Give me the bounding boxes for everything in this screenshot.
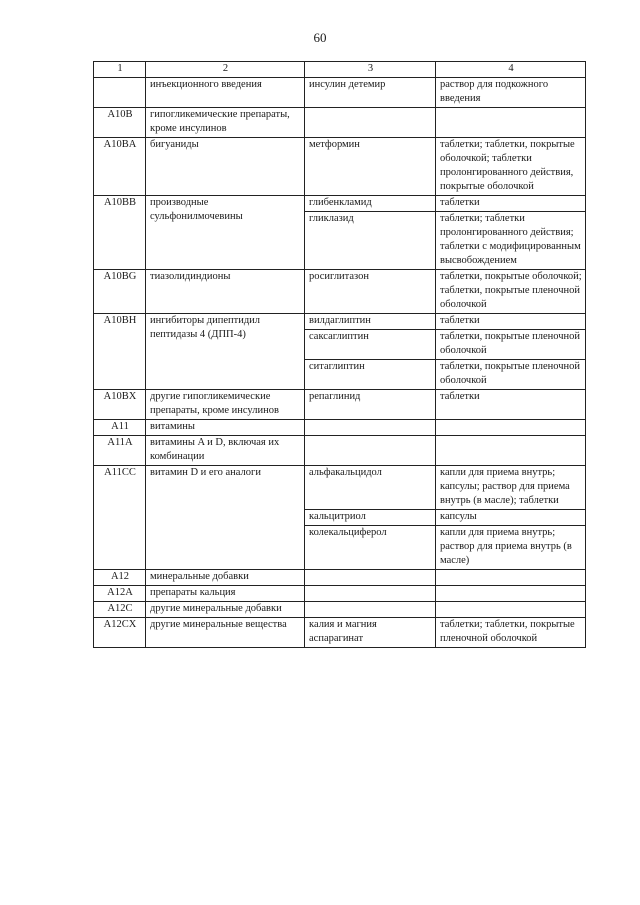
table-row	[94, 586, 586, 602]
dosage-form-cell	[436, 436, 586, 466]
dosage-form-cell: капли для приема внутрь; капсулы; раствор для приема внутрь (в масле); таблетки	[436, 466, 586, 510]
table-row	[94, 618, 586, 648]
dosage-form-cell: раствор для подкожного введения	[436, 78, 586, 108]
column-header-1: 1	[94, 62, 146, 78]
dosage-form-cell: таблетки; таблетки, покрытые пленочной оболочкой	[436, 618, 586, 648]
table-row	[94, 602, 586, 618]
drug-name-cell: гликлазид	[305, 212, 436, 270]
drug-name-cell	[305, 420, 436, 436]
page-number: 60	[313, 30, 327, 45]
column-header-4: 4	[436, 62, 586, 78]
drug-group-cell: другие минеральные вещества	[146, 618, 305, 648]
drug-name-cell: репаглинид	[305, 390, 436, 420]
atc-code-cell: A12	[94, 570, 146, 586]
table-row	[94, 270, 586, 314]
dosage-form-cell: таблетки; таблетки пролонгированного действия; таблетки с модифицированным высвобождением	[436, 212, 586, 270]
drug-group-cell: витамин D и его аналоги	[146, 466, 305, 570]
drug-name-cell: инсулин детемир	[305, 78, 436, 108]
drug-name-cell: росиглитазон	[305, 270, 436, 314]
atc-code-cell: A12CX	[94, 618, 146, 648]
table-row	[94, 196, 586, 212]
dosage-form-cell: таблетки	[436, 390, 586, 420]
drug-name-cell	[305, 436, 436, 466]
drug-group-cell: витамины	[146, 420, 305, 436]
dosage-form-cell: капли для приема внутрь; раствор для приема внутрь (в масле)	[436, 526, 586, 570]
drug-name-cell: калия и магния аспарагинат	[305, 618, 436, 648]
atc-code-cell	[94, 78, 146, 108]
dosage-form-cell: таблетки, покрытые пленочной оболочкой	[436, 360, 586, 390]
drug-name-cell	[305, 108, 436, 138]
drug-group-cell: производные сульфонилмочевины	[146, 196, 305, 270]
drug-group-cell: гипогликемические препараты, кроме инсулинов	[146, 108, 305, 138]
atc-code-cell: A11CC	[94, 466, 146, 570]
dosage-form-cell: таблетки	[436, 314, 586, 330]
drug-name-cell: колекальциферол	[305, 526, 436, 570]
atc-code-cell: A10BA	[94, 138, 146, 196]
drug-group-cell: инъекционного введения	[146, 78, 305, 108]
drug-name-cell	[305, 586, 436, 602]
dosage-form-cell	[436, 586, 586, 602]
dosage-form-cell: таблетки, покрытые оболочкой; таблетки, покрытые пленочной оболочкой	[436, 270, 586, 314]
table-row	[94, 436, 586, 466]
atc-code-cell: A12A	[94, 586, 146, 602]
atc-code-cell: A11	[94, 420, 146, 436]
column-header-2: 2	[146, 62, 305, 78]
drug-name-cell	[305, 570, 436, 586]
drug-group-cell: тиазолидиндионы	[146, 270, 305, 314]
table-header-row	[94, 62, 586, 78]
column-header-3: 3	[305, 62, 436, 78]
table-row	[94, 314, 586, 330]
atc-code-cell: A11A	[94, 436, 146, 466]
drug-group-cell: другие гипогликемические препараты, кроме инсулинов	[146, 390, 305, 420]
table-row	[94, 108, 586, 138]
drug-group-cell: бигуаниды	[146, 138, 305, 196]
atc-code-cell: A10BH	[94, 314, 146, 390]
drug-name-cell: ситаглиптин	[305, 360, 436, 390]
dosage-form-cell: капсулы	[436, 510, 586, 526]
atc-code-cell: A10BG	[94, 270, 146, 314]
drug-name-cell	[305, 602, 436, 618]
table-row	[94, 466, 586, 510]
dosage-form-cell	[436, 570, 586, 586]
drug-name-cell: альфакальцидол	[305, 466, 436, 510]
atc-code-cell: A10BB	[94, 196, 146, 270]
table-row	[94, 78, 586, 108]
atc-code-cell: A12C	[94, 602, 146, 618]
dosage-form-cell	[436, 602, 586, 618]
table-row	[94, 390, 586, 420]
drug-name-cell: вилдаглиптин	[305, 314, 436, 330]
table-row	[94, 570, 586, 586]
atc-code-cell: A10B	[94, 108, 146, 138]
drug-group-cell: препараты кальция	[146, 586, 305, 602]
dosage-form-cell: таблетки	[436, 196, 586, 212]
dosage-form-cell	[436, 420, 586, 436]
medication-table	[93, 61, 586, 648]
table-row	[94, 138, 586, 196]
drug-name-cell: саксаглиптин	[305, 330, 436, 360]
atc-code-cell: A10BX	[94, 390, 146, 420]
dosage-form-cell: таблетки; таблетки, покрытые оболочкой; таблетки пролонгированного действия, покрытые оболочкой	[436, 138, 586, 196]
drug-group-cell: минеральные добавки	[146, 570, 305, 586]
table-body	[94, 78, 586, 648]
drug-name-cell: кальцитриол	[305, 510, 436, 526]
drug-group-cell: витамины A и D, включая их комбинации	[146, 436, 305, 466]
dosage-form-cell	[436, 108, 586, 138]
drug-name-cell: метформин	[305, 138, 436, 196]
drug-name-cell: глибенкламид	[305, 196, 436, 212]
dosage-form-cell: таблетки, покрытые пленочной оболочкой	[436, 330, 586, 360]
drug-group-cell: другие минеральные добавки	[146, 602, 305, 618]
drug-group-cell: ингибиторы дипептидил пептидазы 4 (ДПП-4)	[146, 314, 305, 390]
table-row	[94, 420, 586, 436]
